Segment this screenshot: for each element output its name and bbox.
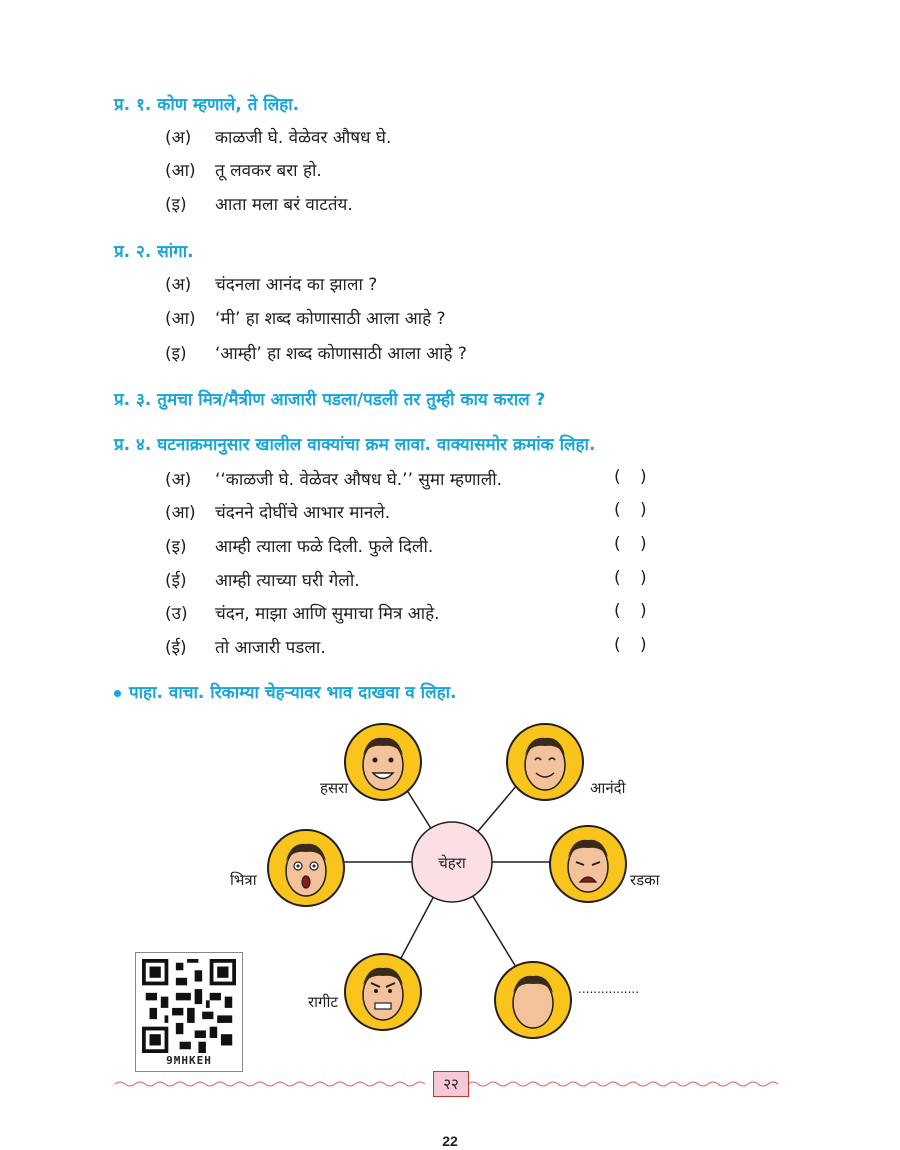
item-text: ‘‘काळजी घे. वेळेवर औषध घे.’’ सुमा म्हणाली. bbox=[215, 470, 503, 490]
item-label: (ई) bbox=[165, 638, 187, 658]
happy-face-icon bbox=[345, 724, 421, 800]
page-number: 22 bbox=[442, 1133, 458, 1149]
q1-title: प्र. १. कोण म्हणाले, ते लिहा. bbox=[114, 95, 300, 115]
item-label: (इ) bbox=[165, 537, 187, 557]
item-text: आम्ही त्याच्या घरी गेलो. bbox=[215, 571, 360, 591]
qr-code[interactable] bbox=[135, 952, 243, 1072]
item-label: (आ) bbox=[165, 309, 196, 329]
item-label: (ई) bbox=[165, 571, 187, 591]
item-label: (आ) bbox=[165, 161, 196, 181]
item-text: तू लवकर बरा हो. bbox=[215, 161, 322, 181]
item-label: (आ) bbox=[165, 503, 196, 523]
label-happy: हसरा bbox=[320, 779, 349, 797]
scared-face-icon bbox=[268, 830, 344, 906]
answer-blank[interactable]: ( ) bbox=[614, 601, 647, 621]
wavy-divider-left bbox=[115, 1082, 425, 1086]
joyful-face-icon bbox=[507, 724, 583, 800]
item-text: तो आजारी पडला. bbox=[215, 638, 326, 658]
page-number-marathi: २२ bbox=[433, 1071, 469, 1097]
item-text: ‘आम्ही’ हा शब्द कोणासाठी आला आहे ? bbox=[215, 344, 467, 364]
answer-blank[interactable]: ( ) bbox=[614, 568, 647, 588]
label-scared: भित्रा bbox=[230, 871, 257, 889]
item-text: आता मला बरं वाटतंय. bbox=[215, 195, 353, 215]
label-crying: रडका bbox=[630, 871, 660, 889]
answer-blank[interactable]: ( ) bbox=[614, 534, 647, 554]
item-text: चंदन, माझा आणि सुमाचा मित्र आहे. bbox=[215, 604, 440, 624]
label-joyful: आनंदी bbox=[590, 779, 626, 797]
item-label: (उ) bbox=[165, 604, 188, 624]
item-text: ‘मी’ हा शब्द कोणासाठी आला आहे ? bbox=[215, 309, 446, 329]
item-text: चंदनला आनंद का झाला ? bbox=[215, 275, 378, 295]
item-text: काळजी घे. वेळेवर औषध घे. bbox=[215, 128, 392, 148]
crying-face-icon bbox=[550, 826, 626, 902]
center-label: चेहरा bbox=[438, 854, 466, 872]
item-label: (इ) bbox=[165, 195, 187, 215]
item-label: (अ) bbox=[165, 470, 192, 490]
q4-title: प्र. ४. घटनाक्रमानुसार खालील वाक्यांचा क्रम लावा. वाक्यासमोर क्रमांक लिहा. bbox=[114, 435, 596, 455]
activity-title-text: पाहा. वाचा. रिकाम्या चेहऱ्यावर भाव दाखवा व लिहा. bbox=[129, 683, 457, 703]
answer-blank[interactable]: ( ) bbox=[614, 467, 647, 487]
item-text: आम्ही त्याला फळे दिली. फुले दिली. bbox=[215, 537, 434, 557]
blank-face-icon[interactable] bbox=[495, 962, 571, 1038]
label-blank[interactable]: ................ bbox=[578, 982, 640, 996]
qr-code-icon bbox=[142, 959, 236, 1053]
answer-blank[interactable]: ( ) bbox=[614, 500, 647, 520]
qr-caption: 9MHKEH bbox=[166, 1054, 212, 1067]
q2-title: प्र. २. सांगा. bbox=[114, 242, 194, 262]
label-angry: रागीट bbox=[308, 993, 338, 1011]
wavy-divider-right bbox=[468, 1082, 778, 1086]
q3-title: प्र. ३. तुमचा मित्र/मैत्रीण आजारी पडला/पडली तर तुम्ही काय कराल ? bbox=[114, 390, 546, 410]
item-text: चंदनने दोघींचे आभार मानले. bbox=[215, 503, 391, 523]
item-label: (अ) bbox=[165, 275, 192, 295]
item-label: (अ) bbox=[165, 128, 192, 148]
item-label: (इ) bbox=[165, 344, 187, 364]
angry-face-icon bbox=[345, 954, 421, 1030]
answer-blank[interactable]: ( ) bbox=[614, 635, 647, 655]
